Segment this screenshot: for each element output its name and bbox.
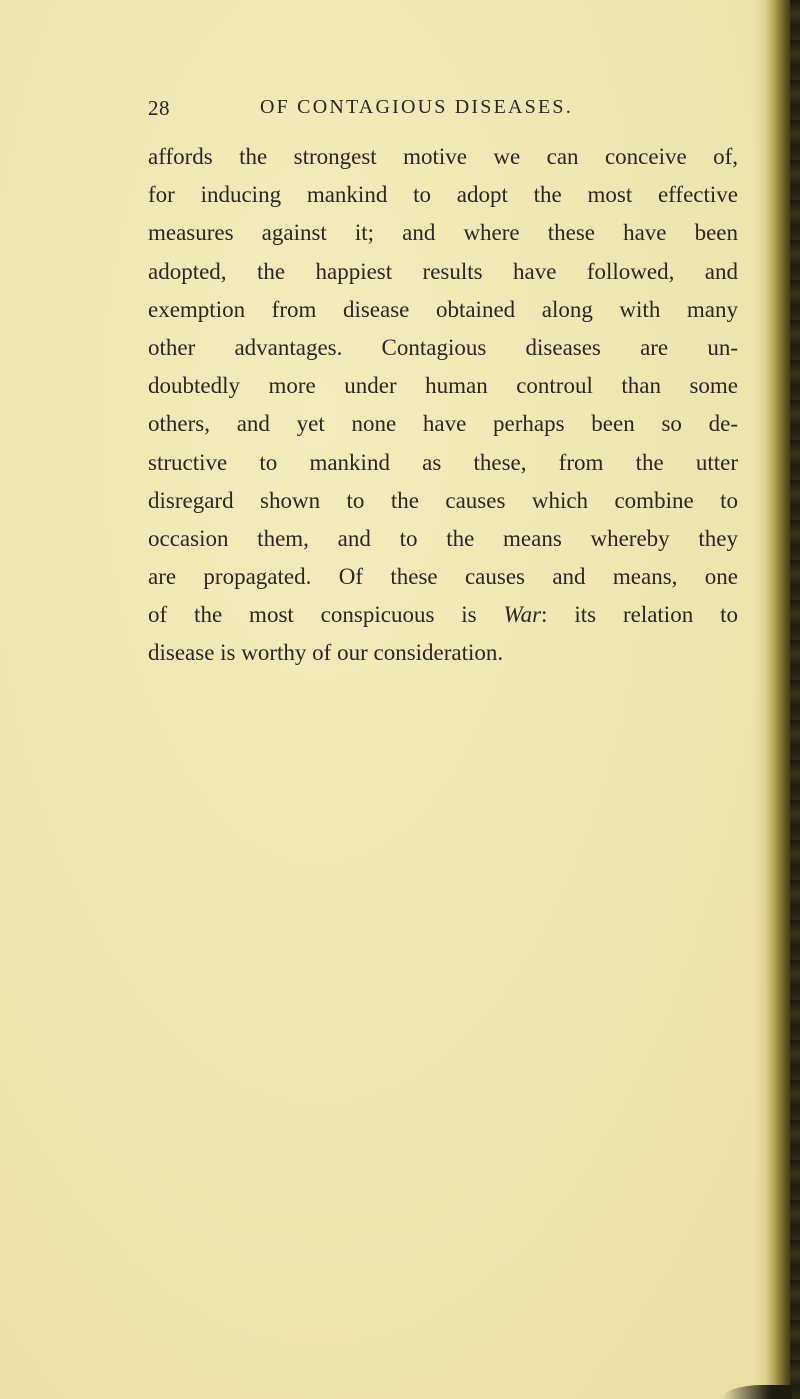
text-line: exemption from disease obtained along with many (148, 296, 738, 322)
text-segment: : its relation to (541, 602, 738, 628)
text-line: occasion them, and to the means whereby they (148, 525, 738, 551)
italic-word-war: War (503, 602, 542, 628)
book-binding-edge (754, 0, 800, 1399)
body-paragraph (148, 138, 738, 673)
text-line: other advantages. Contagious diseases are un- (148, 334, 738, 360)
text-line: others, and yet none have perhaps been so de- (148, 411, 738, 437)
text-line: affords the strongest motive we can conceive of, (148, 144, 738, 169)
text-line: structive to mankind as these, from the utter (148, 449, 738, 475)
text-line: for inducing mankind to adopt the most effective (148, 182, 738, 208)
text-line: are propagated. Of these causes and means, one (148, 564, 738, 590)
text-segment: of the most conspicuous is (148, 602, 504, 628)
text-line: doubtedly more under human controul than some (148, 373, 738, 399)
text-line: adopted, the happiest results have followed, and (148, 258, 738, 284)
page-corner-shadow (722, 1385, 792, 1399)
running-head-title: OF CONTAGIOUS DISEASES. (260, 96, 573, 118)
text-line-war (148, 596, 738, 634)
text-line: disregard shown to the causes which combine to (148, 487, 738, 513)
text-line: measures against it; and where these have been (148, 220, 738, 246)
page-number: 28 (148, 96, 170, 120)
running-head (148, 96, 738, 126)
text-line-last: disease is worthy of our consideration. (148, 640, 504, 666)
